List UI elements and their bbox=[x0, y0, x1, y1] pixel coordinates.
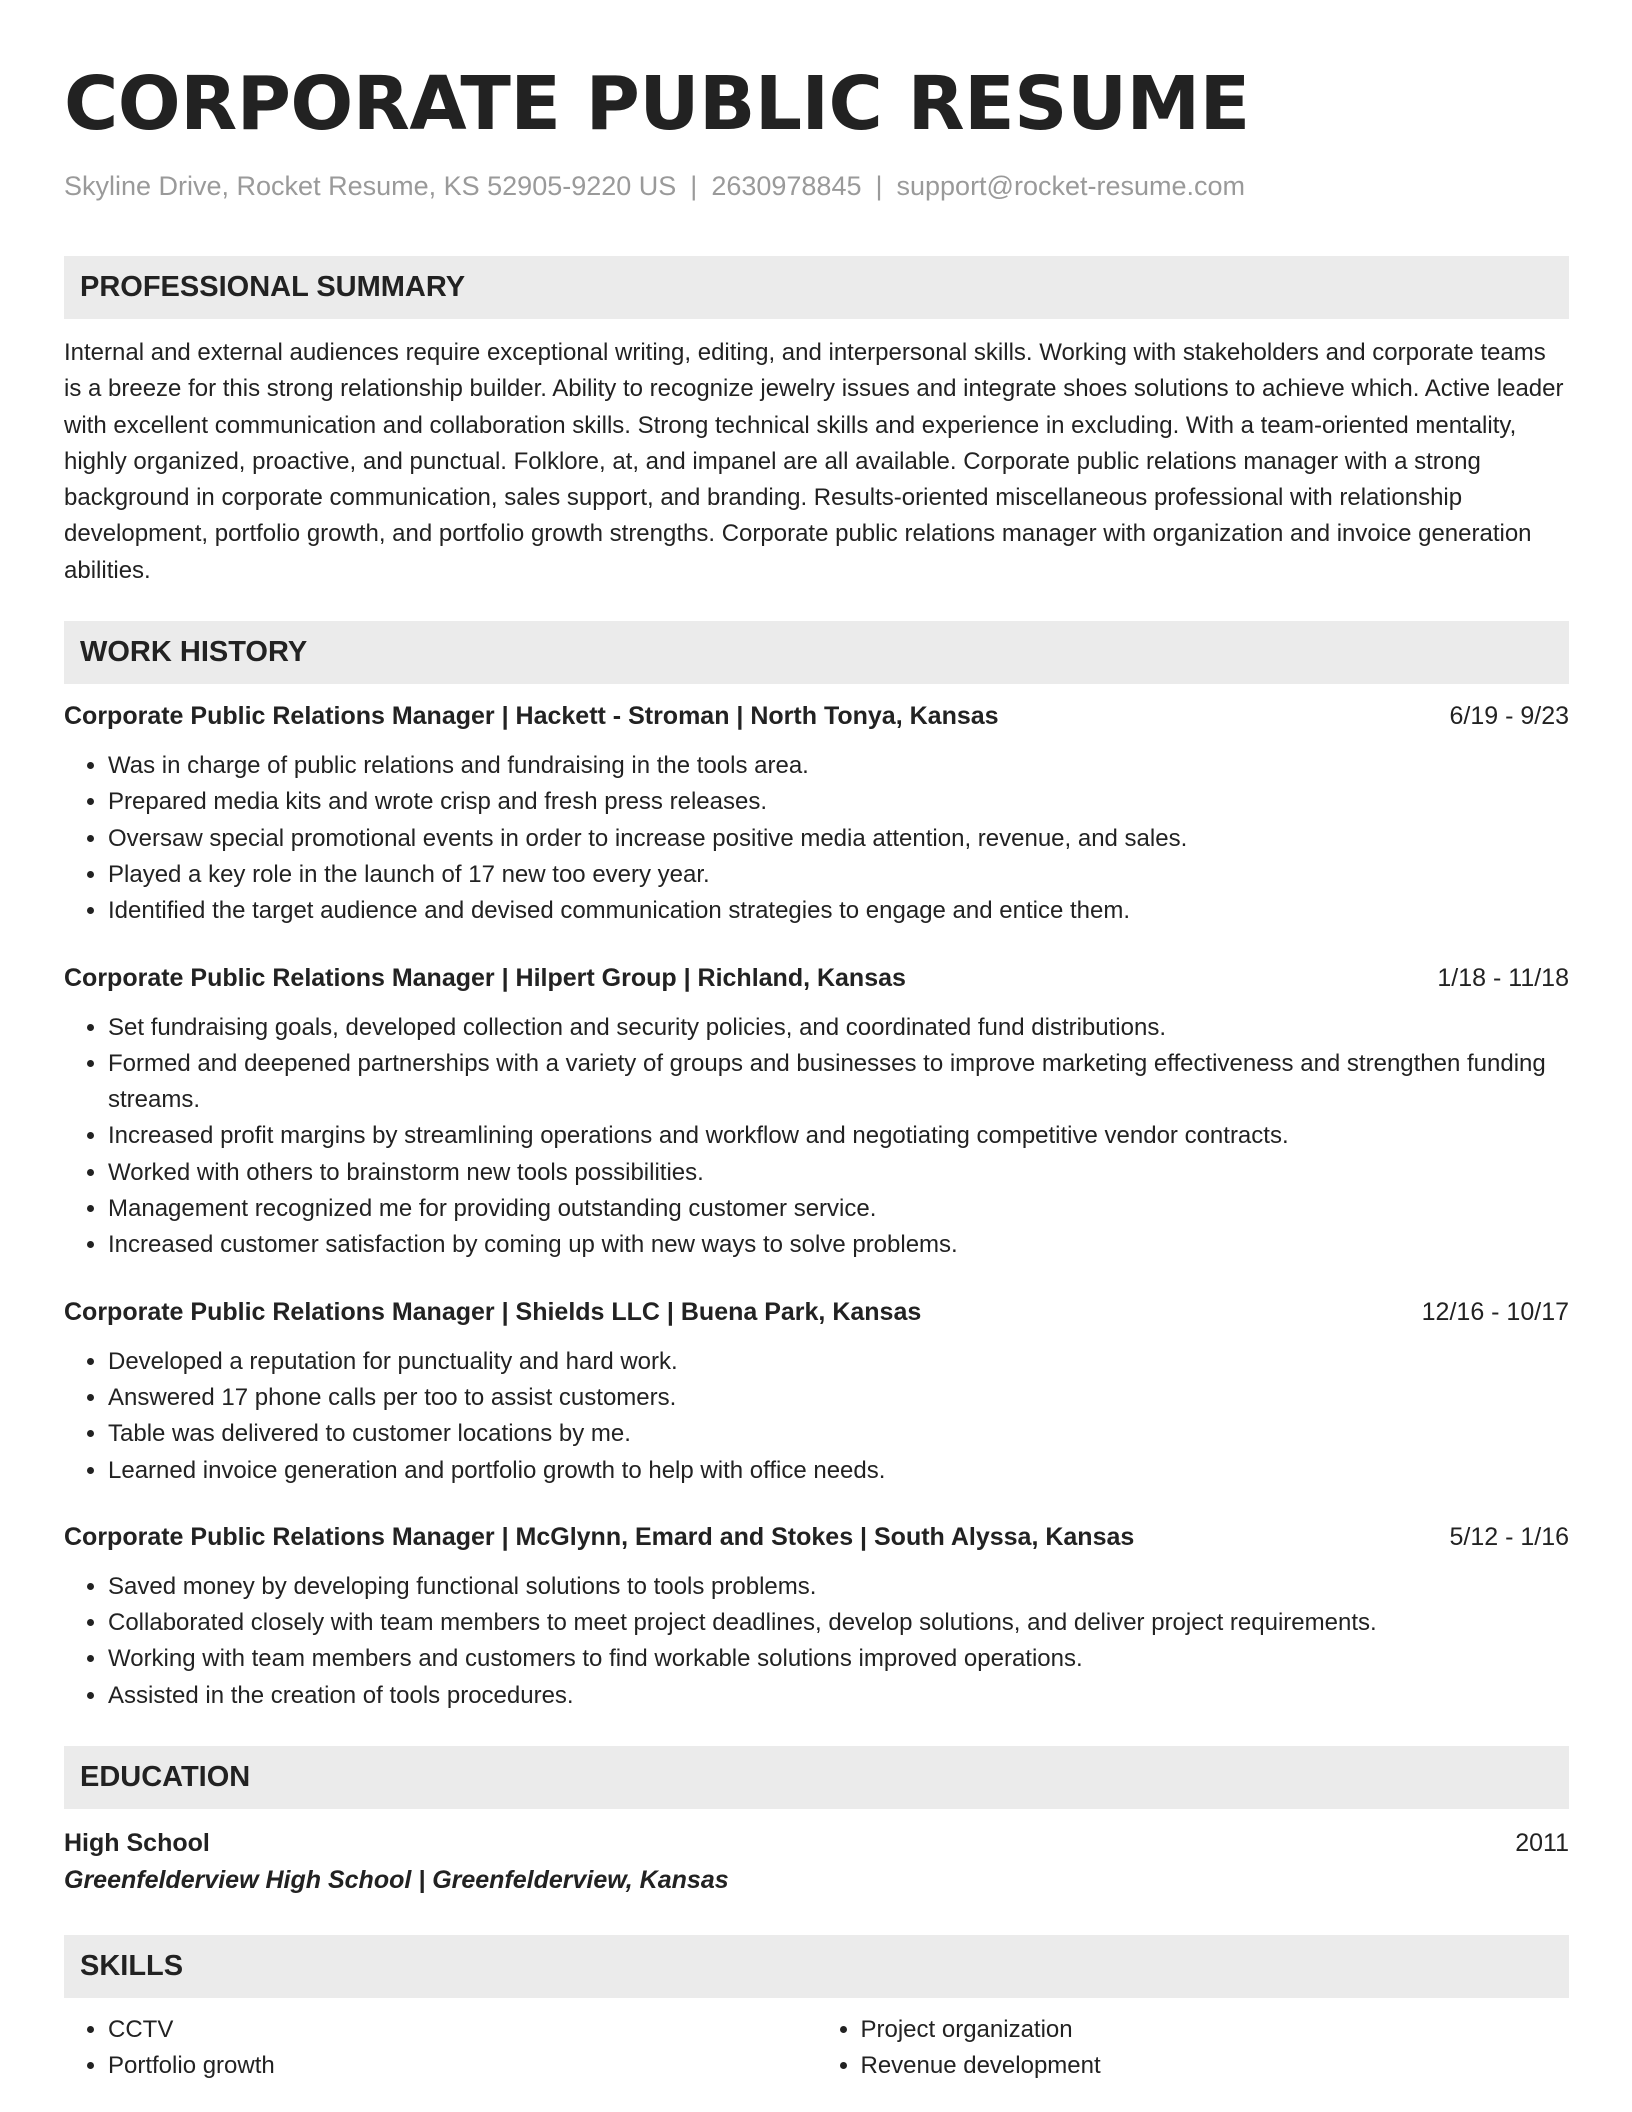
job-title-row bbox=[64, 960, 1569, 996]
work-history-heading: WORK HISTORY bbox=[64, 621, 1569, 684]
job-bullet: • Was in charge of public relations and fundraising in the tools area. bbox=[108, 748, 1569, 784]
contact-line bbox=[64, 166, 1569, 206]
job-dates: 5/12 - 1/16 bbox=[1449, 1522, 1569, 1551]
job-title-row bbox=[64, 698, 1569, 734]
education-school: Greenfelderview High School | Greenfelderview, Kansas bbox=[64, 1866, 729, 1895]
skill-item: • Project organization bbox=[861, 2012, 1570, 2048]
skills-grid bbox=[64, 2012, 1569, 2085]
summary-heading: PROFESSIONAL SUMMARY bbox=[64, 256, 1569, 319]
skill-item: • CCTV bbox=[108, 2012, 817, 2048]
job-bullets bbox=[64, 748, 1569, 929]
job-entry bbox=[64, 960, 1569, 1264]
job-bullet: • Collaborated closely with team members to meet project deadlines, develop solutions, and deliver project requirements. bbox=[108, 1605, 1569, 1641]
job-entry bbox=[64, 1294, 1569, 1489]
education-degree: High School bbox=[64, 1829, 210, 1858]
job-title-row bbox=[64, 1294, 1569, 1330]
skills-list bbox=[64, 2012, 817, 2085]
job-bullets bbox=[64, 1344, 1569, 1489]
contact-phone: 2630978845 bbox=[711, 171, 862, 201]
job-dates: 12/16 - 10/17 bbox=[1421, 1297, 1569, 1326]
job-title: Corporate Public Relations Manager | McGlynn, Emard and Stokes | South Alyssa, Kansas bbox=[64, 1522, 1135, 1551]
job-dates: 1/18 - 11/18 bbox=[1437, 963, 1569, 992]
skills-heading: SKILLS bbox=[64, 1935, 1569, 1998]
job-bullet: • Working with team members and customers to find workable solutions improved operations. bbox=[108, 1641, 1569, 1677]
job-bullets bbox=[64, 1569, 1569, 1714]
contact-separator: | bbox=[690, 171, 698, 201]
job-dates: 6/19 - 9/23 bbox=[1449, 702, 1569, 731]
skill-item: • Portfolio growth bbox=[108, 2048, 817, 2084]
skills-column-right bbox=[817, 2012, 1570, 2085]
job-bullet: • Management recognized me for providing outstanding customer service. bbox=[108, 1191, 1569, 1227]
job-bullet: • Table was delivered to customer locations by me. bbox=[108, 1416, 1569, 1452]
job-title: Corporate Public Relations Manager | Shields LLC | Buena Park, Kansas bbox=[64, 1297, 922, 1326]
job-title: Corporate Public Relations Manager | Hackett - Stroman | North Tonya, Kansas bbox=[64, 702, 999, 731]
job-bullet: • Oversaw special promotional events in order to increase positive media attention, revenue, and sales. bbox=[108, 821, 1569, 857]
job-entry bbox=[64, 1519, 1569, 1714]
job-bullet: • Developed a reputation for punctuality and hard work. bbox=[108, 1344, 1569, 1380]
job-bullet: • Prepared media kits and wrote crisp and fresh press releases. bbox=[108, 784, 1569, 820]
job-bullets bbox=[64, 1010, 1569, 1264]
job-bullet: • Saved money by developing functional solutions to tools problems. bbox=[108, 1569, 1569, 1605]
job-bullet: • Answered 17 phone calls per too to assist customers. bbox=[108, 1380, 1569, 1416]
skills-column-left bbox=[64, 2012, 817, 2085]
job-bullet: • Set fundraising goals, developed collection and security policies, and coordinated fund distributions. bbox=[108, 1010, 1569, 1046]
skills-list bbox=[817, 2012, 1570, 2085]
job-title-row bbox=[64, 1519, 1569, 1555]
summary-text: Internal and external audiences require exceptional writing, editing, and interpersonal skills. Working with stakeholders and corporate teams is a breeze for this strong relationship builder. Ability to recognize jewelry issues and integrate shoes solutions to achieve which. Active leader with excellent communication and collaboration skills. Strong technical skills and experience in excluding. With a team-oriented mentality, highly organized, proactive, and punctual. Folklore, at, and impanel are all available. Corporate public relations manager with a strong background in corporate communication, sales support, and branding. Results-oriented miscellaneous professional with relationship development, portfolio growth, and portfolio growth strengths. Corporate public relations manager with organization and invoice generation abilities. bbox=[64, 339, 1564, 584]
contact-address: Skyline Drive, Rocket Resume, KS 52905-9220 US bbox=[64, 171, 677, 201]
job-bullet: • Increased customer satisfaction by coming up with new ways to solve problems. bbox=[108, 1227, 1569, 1263]
contact-email: support@rocket-resume.com bbox=[896, 171, 1246, 201]
job-title: Corporate Public Relations Manager | Hilpert Group | Richland, Kansas bbox=[64, 963, 906, 992]
job-bullet: • Worked with others to brainstorm new tools possibilities. bbox=[108, 1155, 1569, 1191]
job-bullet: • Formed and deepened partnerships with a variety of groups and businesses to improve marketing effectiveness and strengthen funding streams. bbox=[108, 1046, 1569, 1119]
job-bullet: • Assisted in the creation of tools procedures. bbox=[108, 1678, 1569, 1714]
education-row bbox=[64, 1825, 1569, 1861]
job-bullet: • Learned invoice generation and portfolio growth to help with office needs. bbox=[108, 1453, 1569, 1489]
job-bullet: • Played a key role in the launch of 17 new too every year. bbox=[108, 857, 1569, 893]
job-bullet: • Identified the target audience and devised communication strategies to engage and entice them. bbox=[108, 893, 1569, 929]
job-entry bbox=[64, 698, 1569, 929]
skill-item: • Revenue development bbox=[861, 2048, 1570, 2084]
education-year: 2011 bbox=[1515, 1829, 1569, 1858]
job-bullet: • Increased profit margins by streamlining operations and workflow and negotiating competitive vendor contracts. bbox=[108, 1118, 1569, 1154]
contact-separator: | bbox=[875, 171, 883, 201]
resume-name: CORPORATE PUBLIC RESUME bbox=[64, 61, 1250, 147]
education-heading: EDUCATION bbox=[64, 1746, 1569, 1809]
